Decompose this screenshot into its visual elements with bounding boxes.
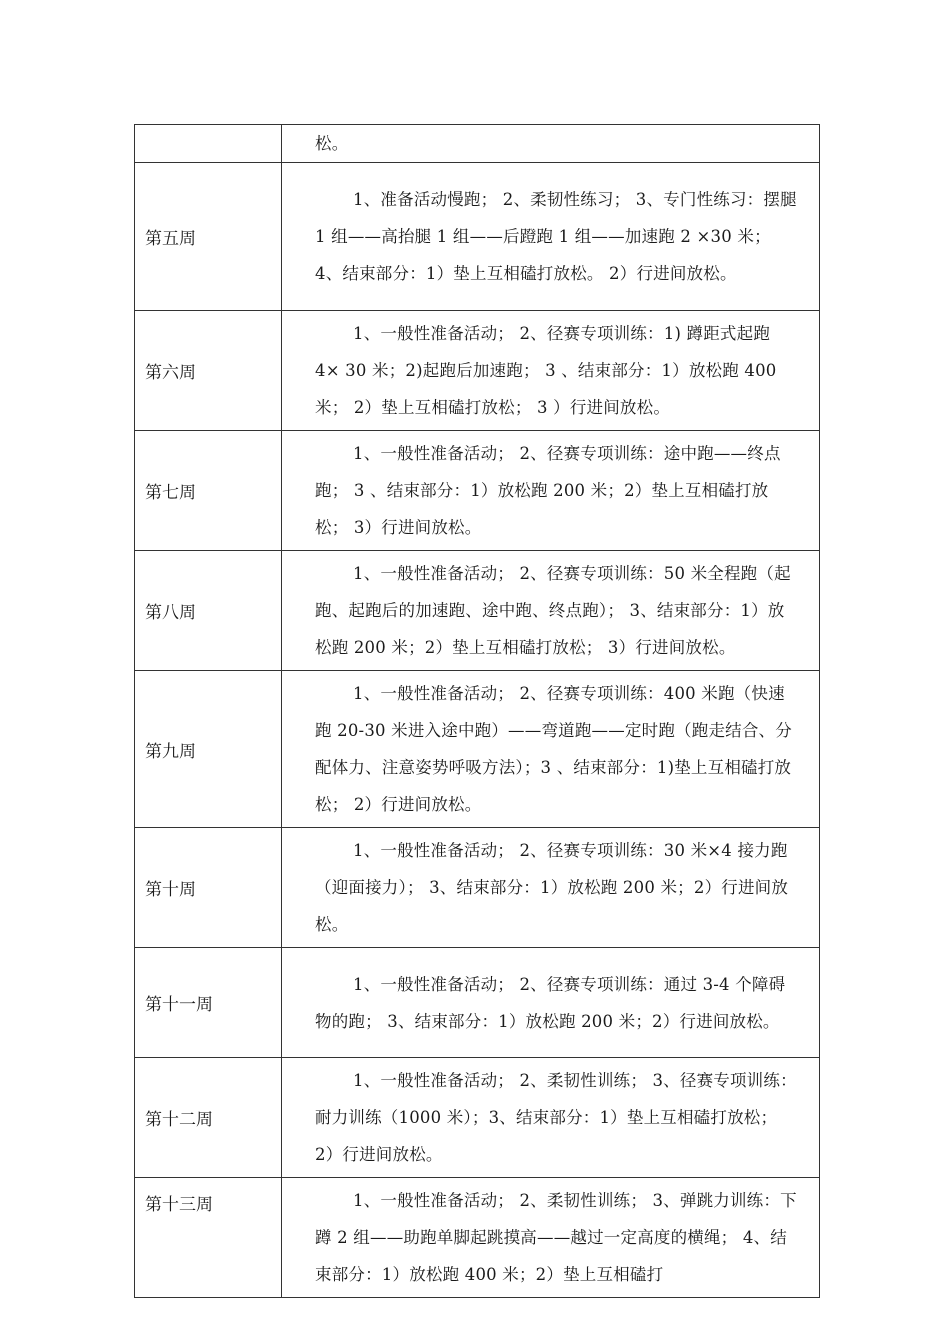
week-cell: 第九周: [135, 671, 282, 828]
content-cell: [282, 1178, 820, 1298]
week-cell: 第十三周: [135, 1178, 282, 1298]
week-cell: 第十一周: [135, 948, 282, 1058]
table-row: [135, 163, 820, 311]
content-text: 1、一般性准备活动； 2、径赛专项训练：途中跑——终点跑； 3 、结束部分：1）放松跑 200 米；2）垫上互相磕打放松； 3）行进间放松。: [315, 444, 781, 537]
content-text: 1、准备活动慢跑； 2、柔韧性练习； 3、专门性练习：摆腿 1 组——高抬腿 1 组——后蹬跑 1 组——加速跑 2 ×30 米； 4、结束部分：1）垫上互相磕打放松。 2）行进间放松。: [315, 190, 797, 283]
content-text: 1、一般性准备活动； 2、柔韧性训练； 3、径赛专项训练：耐力训练（1000 米）；3、结束部分：1）垫上互相磕打放松； 2）行进间放松。: [315, 1071, 797, 1164]
content-text: 1、一般性准备活动； 2、柔韧性训练； 3、弹跳力训练：下蹲 2 组——助跑单脚起跳摸高——越过一定高度的横绳； 4、结束部分：1）放松跑 400 米；2）垫上互相磕打: [315, 1191, 797, 1284]
week-cell: 第七周: [135, 431, 282, 551]
content-text: 1、一般性准备活动； 2、径赛专项训练：50 米全程跑（起跑、起跑后的加速跑、途中跑、终点跑）； 3、结束部分：1）放松跑 200 米；2）垫上互相磕打放松； 3）行进间放松。: [315, 564, 791, 657]
table-row: [135, 671, 820, 828]
table-row: [135, 431, 820, 551]
content-text: 1、一般性准备活动； 2、径赛专项训练：400 米跑（快速跑 20-30 米进入途中跑）——弯道跑——定时跑（跑走结合、分配体力、注意姿势呼吸方法）；3 、结束部分：1)垫上互相磕打放松； 2）行进间放松。: [315, 684, 792, 814]
content-cell: [282, 311, 820, 431]
table-row: [135, 828, 820, 948]
content-text: 1、一般性准备活动； 2、径赛专项训练：1) 蹲距式起跑 4× 30 米；2)起跑后加速跑； 3 、结束部分：1）放松跑 400 米； 2）垫上互相磕打放松； 3 ）行进间放松。: [315, 324, 777, 417]
content-cell: [282, 1058, 820, 1178]
table-row: [135, 1058, 820, 1178]
table-row: [135, 551, 820, 671]
content-cell: [282, 431, 820, 551]
content-cell: [282, 163, 820, 311]
week-cell: 第十周: [135, 828, 282, 948]
table-row: [135, 1178, 820, 1298]
week-cell: [135, 125, 282, 163]
week-cell: 第五周: [135, 163, 282, 311]
content-cell: 松。: [282, 125, 820, 163]
content-cell: [282, 551, 820, 671]
content-cell: [282, 948, 820, 1058]
content-cell: [282, 671, 820, 828]
week-cell: 第六周: [135, 311, 282, 431]
content-text: 1、一般性准备活动； 2、径赛专项训练：通过 3-4 个障碍物的跑； 3、结束部分：1）放松跑 200 米；2）行进间放松。: [315, 974, 786, 1031]
content-text: 1、一般性准备活动； 2、径赛专项训练：30 米×4 接力跑（迎面接力）； 3、结束部分：1）放松跑 200 米；2）行进间放松。: [315, 841, 789, 934]
week-cell: 第十二周: [135, 1058, 282, 1178]
table-row: [135, 311, 820, 431]
table-row: [135, 948, 820, 1058]
training-plan-table: [134, 124, 820, 1298]
week-cell: 第八周: [135, 551, 282, 671]
content-cell: [282, 828, 820, 948]
table-row: [135, 125, 820, 163]
